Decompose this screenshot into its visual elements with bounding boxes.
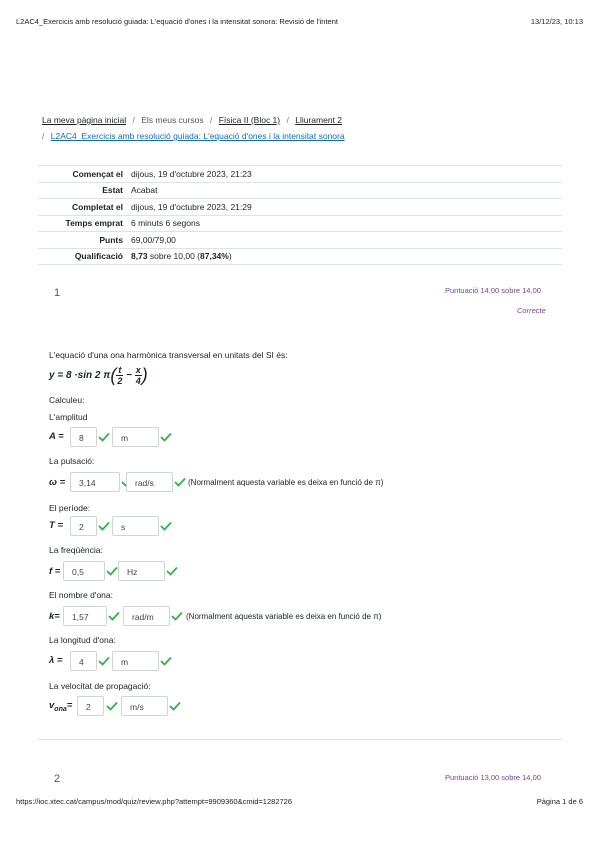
summary-label: Temps emprat xyxy=(65,218,123,229)
grade-percent: 87,34% xyxy=(200,251,229,262)
check-icon xyxy=(98,432,110,442)
summary-row xyxy=(38,248,562,265)
question-status: Correcte xyxy=(517,306,546,315)
check-icon xyxy=(98,521,110,531)
question-number: 1 xyxy=(54,287,61,299)
breadcrumb-courses: Els meus cursos xyxy=(141,115,204,125)
breadcrumb-line2 xyxy=(42,131,345,141)
wavenumber-unit-input[interactable]: rad/m xyxy=(123,606,170,626)
period-input[interactable]: 2 xyxy=(70,516,97,536)
velocity-input[interactable]: 2 xyxy=(77,696,104,716)
grade-close: ) xyxy=(228,251,232,262)
breadcrumb-separator: / xyxy=(132,115,135,125)
symbol-amplitude: A = xyxy=(49,431,64,442)
check-icon xyxy=(166,566,178,576)
breadcrumb-home[interactable]: La meva pàgina inicial xyxy=(42,115,127,125)
summary-value: 6 minuts 6 segons xyxy=(131,218,200,229)
summary-value: dijous, 19 d'octubre 2023, 21:23 xyxy=(131,168,252,179)
summary-value: 69,00/79,00 xyxy=(131,234,176,245)
velocity-equals: = xyxy=(66,700,73,711)
question-score: Puntuació 14,00 sobre 14,00 xyxy=(445,286,541,295)
print-datetime: 13/12/23, 10:13 xyxy=(530,17,583,26)
wave-equation: y = 8 ·sin 2 π( $\frac{t}{2}$ − $\frac{x}{4}$ ) xyxy=(49,365,148,386)
check-icon xyxy=(169,701,181,711)
breadcrumb-activity[interactable]: L2AC4_Exercicis amb resolució guiada: L'equació d'ones i la intensitat sonora xyxy=(50,131,345,141)
grade-scale: sobre 10,00 ( xyxy=(147,251,200,262)
summary-label: Qualificació xyxy=(74,251,123,262)
equation-lhs: y = 8 ·sin 2 π xyxy=(49,370,111,382)
check-icon xyxy=(98,656,110,666)
summary-value: dijous, 19 d'octubre 2023, 21:29 xyxy=(131,201,252,212)
grade-value: 8,73 xyxy=(131,251,148,262)
question-divider xyxy=(38,739,562,740)
item-heading-wavenumber: El nombre d'ona: xyxy=(49,590,113,600)
breadcrumb-separator: / xyxy=(286,115,289,125)
check-icon xyxy=(106,566,118,576)
summary-label: Estat xyxy=(102,185,123,196)
frequency-unit-input[interactable]: Hz xyxy=(118,561,165,581)
calculeu-label: Calculeu: xyxy=(49,395,85,405)
breadcrumb-section[interactable]: Lliurament 2 xyxy=(295,115,343,125)
wavenumber-input[interactable]: 1,57 xyxy=(63,606,107,626)
item-heading-frequency: La freqüència: xyxy=(49,545,103,555)
pi-note: (Normalment aquesta variable es deixa en funció de π) xyxy=(188,478,384,487)
fraction-x: x xyxy=(135,365,141,375)
item-heading-pulsation: La pulsació: xyxy=(49,456,95,466)
summary-label: Completat el xyxy=(71,201,123,212)
wavelength-input[interactable]: 4 xyxy=(70,651,97,671)
check-icon xyxy=(108,611,120,621)
symbol-wavenumber: k= xyxy=(49,611,60,622)
print-page-number: Pàgina 1 de 6 xyxy=(536,797,583,806)
breadcrumb xyxy=(42,115,342,125)
fraction-4: 4 xyxy=(135,376,141,386)
question-intro: L'equació d'una ona harmònica transversal en unitats del SI és: xyxy=(49,350,288,360)
fraction-t: t xyxy=(116,365,123,376)
item-heading-amplitude: L'amplitud xyxy=(49,412,88,422)
amplitude-input[interactable]: 8 xyxy=(70,427,97,447)
breadcrumb-course[interactable]: Física II (Bloc 1) xyxy=(218,115,281,125)
item-heading-wavelength: La longitud d'ona: xyxy=(49,635,116,645)
frequency-input[interactable]: 0,5 xyxy=(63,561,105,581)
pulsation-input[interactable]: 3,14 xyxy=(70,472,120,492)
velocity-unit-input[interactable]: m/s xyxy=(121,696,168,716)
check-icon xyxy=(174,477,186,487)
check-icon xyxy=(171,611,183,621)
symbol-frequency: f = xyxy=(49,566,61,577)
amplitude-unit-input[interactable]: m xyxy=(112,427,159,447)
summary-label: Punts xyxy=(99,234,123,245)
symbol-pulsation: ω = xyxy=(49,477,66,488)
summary-row xyxy=(38,166,562,183)
pi-note: (Normalment aquesta variable es deixa en funció de π) xyxy=(186,612,382,621)
item-heading-period: El període: xyxy=(49,503,91,513)
question-number: 2 xyxy=(54,773,61,785)
print-url: https://ioc.xtec.cat/campus/mod/quiz/review.php?attempt=9909360&cmid=1282726 xyxy=(16,797,293,806)
symbol-wavelength: λ = xyxy=(49,655,63,666)
summary-label: Començat el xyxy=(72,168,123,179)
check-icon xyxy=(160,521,172,531)
symbol-period: T = xyxy=(49,520,63,531)
wavelength-unit-input[interactable]: m xyxy=(112,651,159,671)
period-unit-input[interactable]: s xyxy=(112,516,159,536)
summary-row xyxy=(38,182,562,199)
breadcrumb-separator: / xyxy=(209,115,213,125)
summary-row xyxy=(38,215,562,232)
pulsation-unit-input[interactable]: rad/s xyxy=(126,472,173,492)
symbol-velocity xyxy=(49,700,72,713)
summary-row xyxy=(38,199,562,216)
fraction-2: 2 xyxy=(117,376,123,386)
breadcrumb-separator: / xyxy=(42,131,45,141)
question-score: Puntuació 13,00 sobre 14,00 xyxy=(445,773,541,782)
attempt-summary-table xyxy=(38,165,562,265)
velocity-subscript: ona xyxy=(54,705,67,713)
check-icon xyxy=(160,656,172,666)
check-icon xyxy=(160,432,172,442)
item-heading-velocity: La velocitat de propagació: xyxy=(49,681,151,691)
print-title: L2AC4_Exercicis amb resolució guiada: L'equació d'ones i la intensitat sonora: Revisió de l'intent xyxy=(16,17,338,26)
summary-value: Acabat xyxy=(131,185,158,196)
velocity-symbol: v xyxy=(49,700,55,711)
summary-row xyxy=(38,232,562,249)
check-icon xyxy=(106,701,118,711)
summary-value-grade xyxy=(129,248,562,265)
